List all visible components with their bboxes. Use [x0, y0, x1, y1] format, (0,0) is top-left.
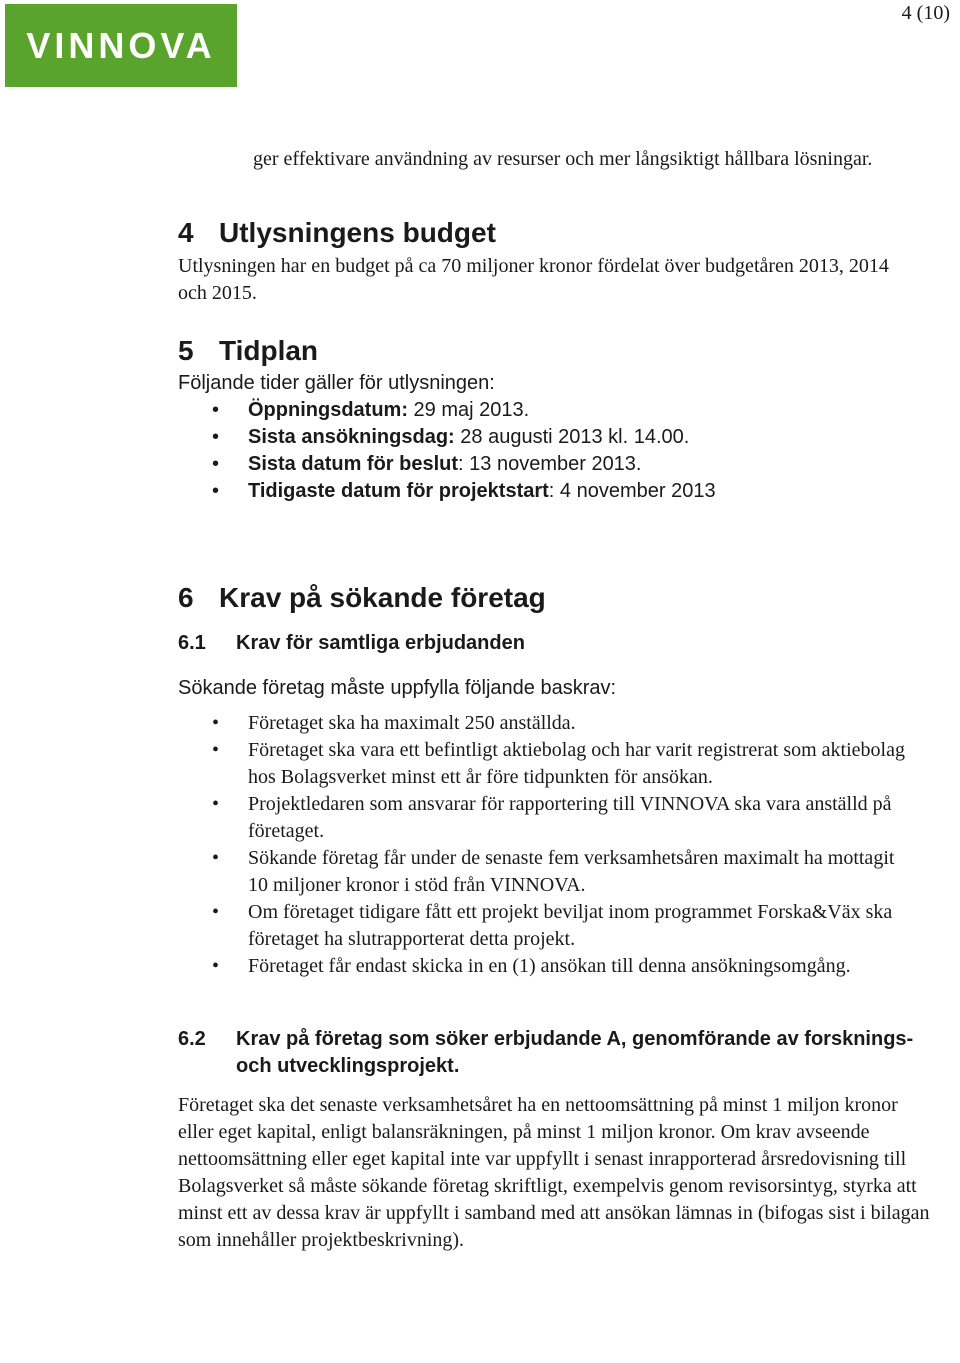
- section-6-heading: [178, 581, 938, 615]
- section-6-2-number: 6.2: [178, 1028, 206, 1050]
- section-6-1-heading: [178, 630, 938, 657]
- section-6-2-title: Krav på företag som söker erbjudande A, genomförande av forsknings- och utvecklingsprojekt.: [236, 1028, 914, 1077]
- requirement-item: • Företaget får endast skicka in en (1) ansökan till denna ansökningsomgång.: [178, 953, 918, 980]
- bullet-icon: •: [212, 955, 220, 977]
- requirement-item: • Sökande företag får under de senaste fem verksamhetsåren maximalt ha mottagit 10 miljoner kronor i stöd från VINNOVA.: [212, 847, 895, 896]
- section-6-2-text: Företaget ska det senaste verksamhetsåret ha en nettoomsättning på minst 1 miljon kronor eller eget kapital, enligt balansräkningen, på minst 1 miljon kronor. Om krav avseende nettoomsättning eller eget kapital inte var uppfyllt i senast inrapporterad årsredovisning till Bolagsverket så måste sökande företag skriftligt, exempelvis genom revisorsintyg, styrka att minst ett av dessa krav är uppfyllt i samband med att ansökan lämnas in (bifogas sist i bilagan som innehåller projektbeskrivning).: [178, 1094, 930, 1251]
- section-4-text: Utlysningen har en budget på ca 70 miljoner kronor fördelat över budgetåren 2013, 2014 och 2015.: [178, 255, 889, 304]
- page-content: [178, 146, 938, 1254]
- requirement-item: • Företaget ska ha maximalt 250 anställda.: [178, 710, 918, 737]
- timeline-item: • Sista datum för beslut: 13 november 2013.: [178, 451, 938, 478]
- section-4-title: Utlysningens budget: [219, 217, 496, 248]
- bullet-icon: •: [212, 453, 220, 475]
- bullet-icon: •: [212, 426, 220, 448]
- page-number: 4 (10): [901, 2, 950, 24]
- section-6-1-number: 6.1: [178, 632, 206, 654]
- section-6-title: Krav på sökande företag: [219, 582, 546, 613]
- timeline-list: [178, 397, 938, 505]
- timeline-item: • Öppningsdatum: 29 maj 2013.: [178, 397, 938, 424]
- section-5-number: 5: [178, 335, 194, 366]
- section-5-title: Tidplan: [219, 335, 319, 366]
- bullet-icon: •: [212, 739, 220, 761]
- bullet-icon: •: [212, 793, 220, 815]
- section-5-intro: Följande tider gäller för utlysningen:: [178, 372, 495, 394]
- requirement-item: • Om företaget tidigare fått ett projekt beviljat inom programmet Forska&Väx ska företaget ha slutrapporterat detta projekt.: [212, 901, 893, 950]
- section-6-number: 6: [178, 582, 194, 613]
- timeline-item: • Tidigaste datum för projektstart: 4 november 2013: [178, 478, 938, 505]
- bullet-icon: •: [212, 847, 220, 869]
- bullet-icon: •: [212, 399, 220, 421]
- section-6-1-intro: Sökande företag måste uppfylla följande baskrav:: [178, 677, 617, 699]
- bullet-icon: •: [212, 480, 220, 502]
- requirements-list: [178, 710, 918, 980]
- requirement-item: • Projektledaren som ansvarar för rapportering till VINNOVA ska vara anställd på företaget.: [212, 793, 892, 842]
- vinnova-logo: [5, 4, 237, 87]
- intro-continuation: ger effektivare användning av resurser och mer långsiktigt hållbara lösningar.: [253, 148, 873, 170]
- section-6-2-heading: [178, 1026, 918, 1080]
- timeline-item: • Sista ansökningsdag: 28 augusti 2013 kl. 14.00.: [178, 424, 938, 451]
- section-4-heading: [178, 216, 938, 250]
- requirement-item: • Företaget ska vara ett befintligt aktiebolag och har varit registrerat som aktiebolag hos Bolagsverket minst ett år före tidpunkten för ansökan.: [212, 739, 905, 788]
- section-4-number: 4: [178, 217, 194, 248]
- section-5-heading: [178, 334, 938, 368]
- section-6-1-title: Krav för samtliga erbjudanden: [236, 632, 525, 654]
- logo-text: VINNOVA: [26, 24, 216, 66]
- bullet-icon: •: [212, 901, 220, 923]
- bullet-icon: •: [212, 712, 220, 734]
